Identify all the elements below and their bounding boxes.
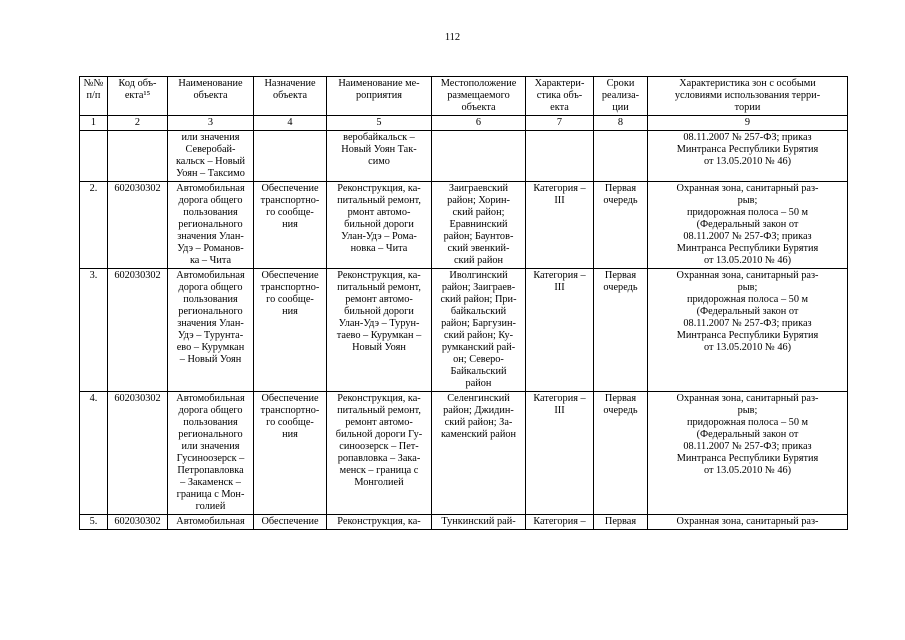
object-characteristic: Категория – [526,515,594,530]
special-zones: 08.11.2007 № 257-ФЗ; приказ Минтранса Республики Бурятия от 13.05.2010 № 46) [648,131,848,182]
measure-name: Реконструкция, ка- питальный ремонт, рмонт автомо- бильной дороги Улан-Удэ – Рома- новка – Чита [327,182,432,269]
object-location: Тункинский рай- [432,515,526,530]
object-name: Автомобильная [168,515,254,530]
table-row [80,515,848,530]
implementation-term: Первая очередь [594,392,648,515]
measure-name: Реконструкция, ка- питальный ремонт, ремонт автомо- бильной дороги Улан-Удэ – Турун- таево – Курумкан – Новый Уоян [327,269,432,392]
special-zones: Охранная зона, санитарный раз- [648,515,848,530]
object-code [108,131,168,182]
header-cell: Наименование ме- роприятия [327,77,432,116]
object-name: или значения Северобай- кальск – Новый Уоян – Таксимо [168,131,254,182]
header-cell: Характеристика зон с особыми условиями использования терри- тории [648,77,848,116]
header-cell: Код объ- екта¹⁵ [108,77,168,116]
object-location: Иволгинский район; Заиграев- ский район; При- байкальский район; Баргузин- ский район; Ку- румканский рай- он; Северо- Байкальский район [432,269,526,392]
column-number: 8 [594,116,648,131]
object-purpose [254,131,327,182]
object-code: 602030302 [108,182,168,269]
special-zones: Охранная зона, санитарный раз- рыв; придорожная полоса – 50 м (Федеральный закон от 08.11.2007 № 257-ФЗ; приказ Минтранса Республики Бурятия от 13.05.2010 № 46) [648,392,848,515]
object-characteristic: Категория – III [526,392,594,515]
row-num: 4. [80,392,108,515]
implementation-term: Первая [594,515,648,530]
implementation-term: Первая очередь [594,182,648,269]
object-name: Автомобильная дорога общего пользования регионального значения Улан- Удэ – Романов- ка – Чита [168,182,254,269]
object-purpose: Обеспечение [254,515,327,530]
object-purpose: Обеспечение транспортно- го сообще- ния [254,182,327,269]
object-name: Автомобильная дорога общего пользования регионального значения Улан- Удэ – Турунта- ево – Курумкан – Новый Уоян [168,269,254,392]
object-characteristic: Категория – III [526,269,594,392]
object-location: Селенгинский район; Джидин- ский район; За- каменский район [432,392,526,515]
row-num: 2. [80,182,108,269]
column-number-row [80,116,848,131]
object-characteristic: Категория – III [526,182,594,269]
header-cell: Характери- стика объ- екта [526,77,594,116]
object-location: Заиграевский район; Хорин- ский район; Еравнинский район; Баунтов- ский эвенкий- ский район [432,182,526,269]
special-zones: Охранная зона, санитарный раз- рыв; придорожная полоса – 50 м (Федеральный закон от 08.11.2007 № 257-ФЗ; приказ Минтранса Республики Бурятия от 13.05.2010 № 46) [648,269,848,392]
row-num [80,131,108,182]
header-cell: Назначение объекта [254,77,327,116]
header-cell: Наименование объекта [168,77,254,116]
column-number: 9 [648,116,848,131]
object-code: 602030302 [108,515,168,530]
table-row [80,131,848,182]
implementation-term [594,131,648,182]
header-cell: №№ п/п [80,77,108,116]
header-cell: Сроки реализа- ции [594,77,648,116]
table-row [80,269,848,392]
special-zones: Охранная зона, санитарный раз- рыв; придорожная полоса – 50 м (Федеральный закон от 08.11.2007 № 257-ФЗ; приказ Минтранса Республики Бурятия от 13.05.2010 № 46) [648,182,848,269]
page-number: 112 [444,32,461,43]
measure-name: Реконструкция, ка- [327,515,432,530]
object-location [432,131,526,182]
header-cell: Местоположение размещаемого объекта [432,77,526,116]
measure-name: веробайкальск – Новый Уоян Так- симо [327,131,432,182]
column-number: 2 [108,116,168,131]
implementation-term: Первая очередь [594,269,648,392]
object-purpose: Обеспечение транспортно- го сообще- ния [254,392,327,515]
row-num: 3. [80,269,108,392]
row-num: 5. [80,515,108,530]
column-number: 4 [254,116,327,131]
object-code: 602030302 [108,269,168,392]
object-name: Автомобильная дорога общего пользования регионального или значения Гусиноозерск – Петропавловка – Закаменск – граница с Мон- голией [168,392,254,515]
column-number: 7 [526,116,594,131]
column-number: 6 [432,116,526,131]
column-number: 3 [168,116,254,131]
column-number: 1 [80,116,108,131]
object-code: 602030302 [108,392,168,515]
object-characteristic [526,131,594,182]
table-header-row [80,77,848,116]
object-purpose: Обеспечение транспортно- го сообще- ния [254,269,327,392]
table-row [80,392,848,515]
table-row [80,182,848,269]
column-number: 5 [327,116,432,131]
measure-name: Реконструкция, ка- питальный ремонт, ремонт автомо- бильной дороги Гу- синоозерск – Пет- ропавловка – Зака- менск – граница с Монголией [327,392,432,515]
objects-table [79,76,848,530]
